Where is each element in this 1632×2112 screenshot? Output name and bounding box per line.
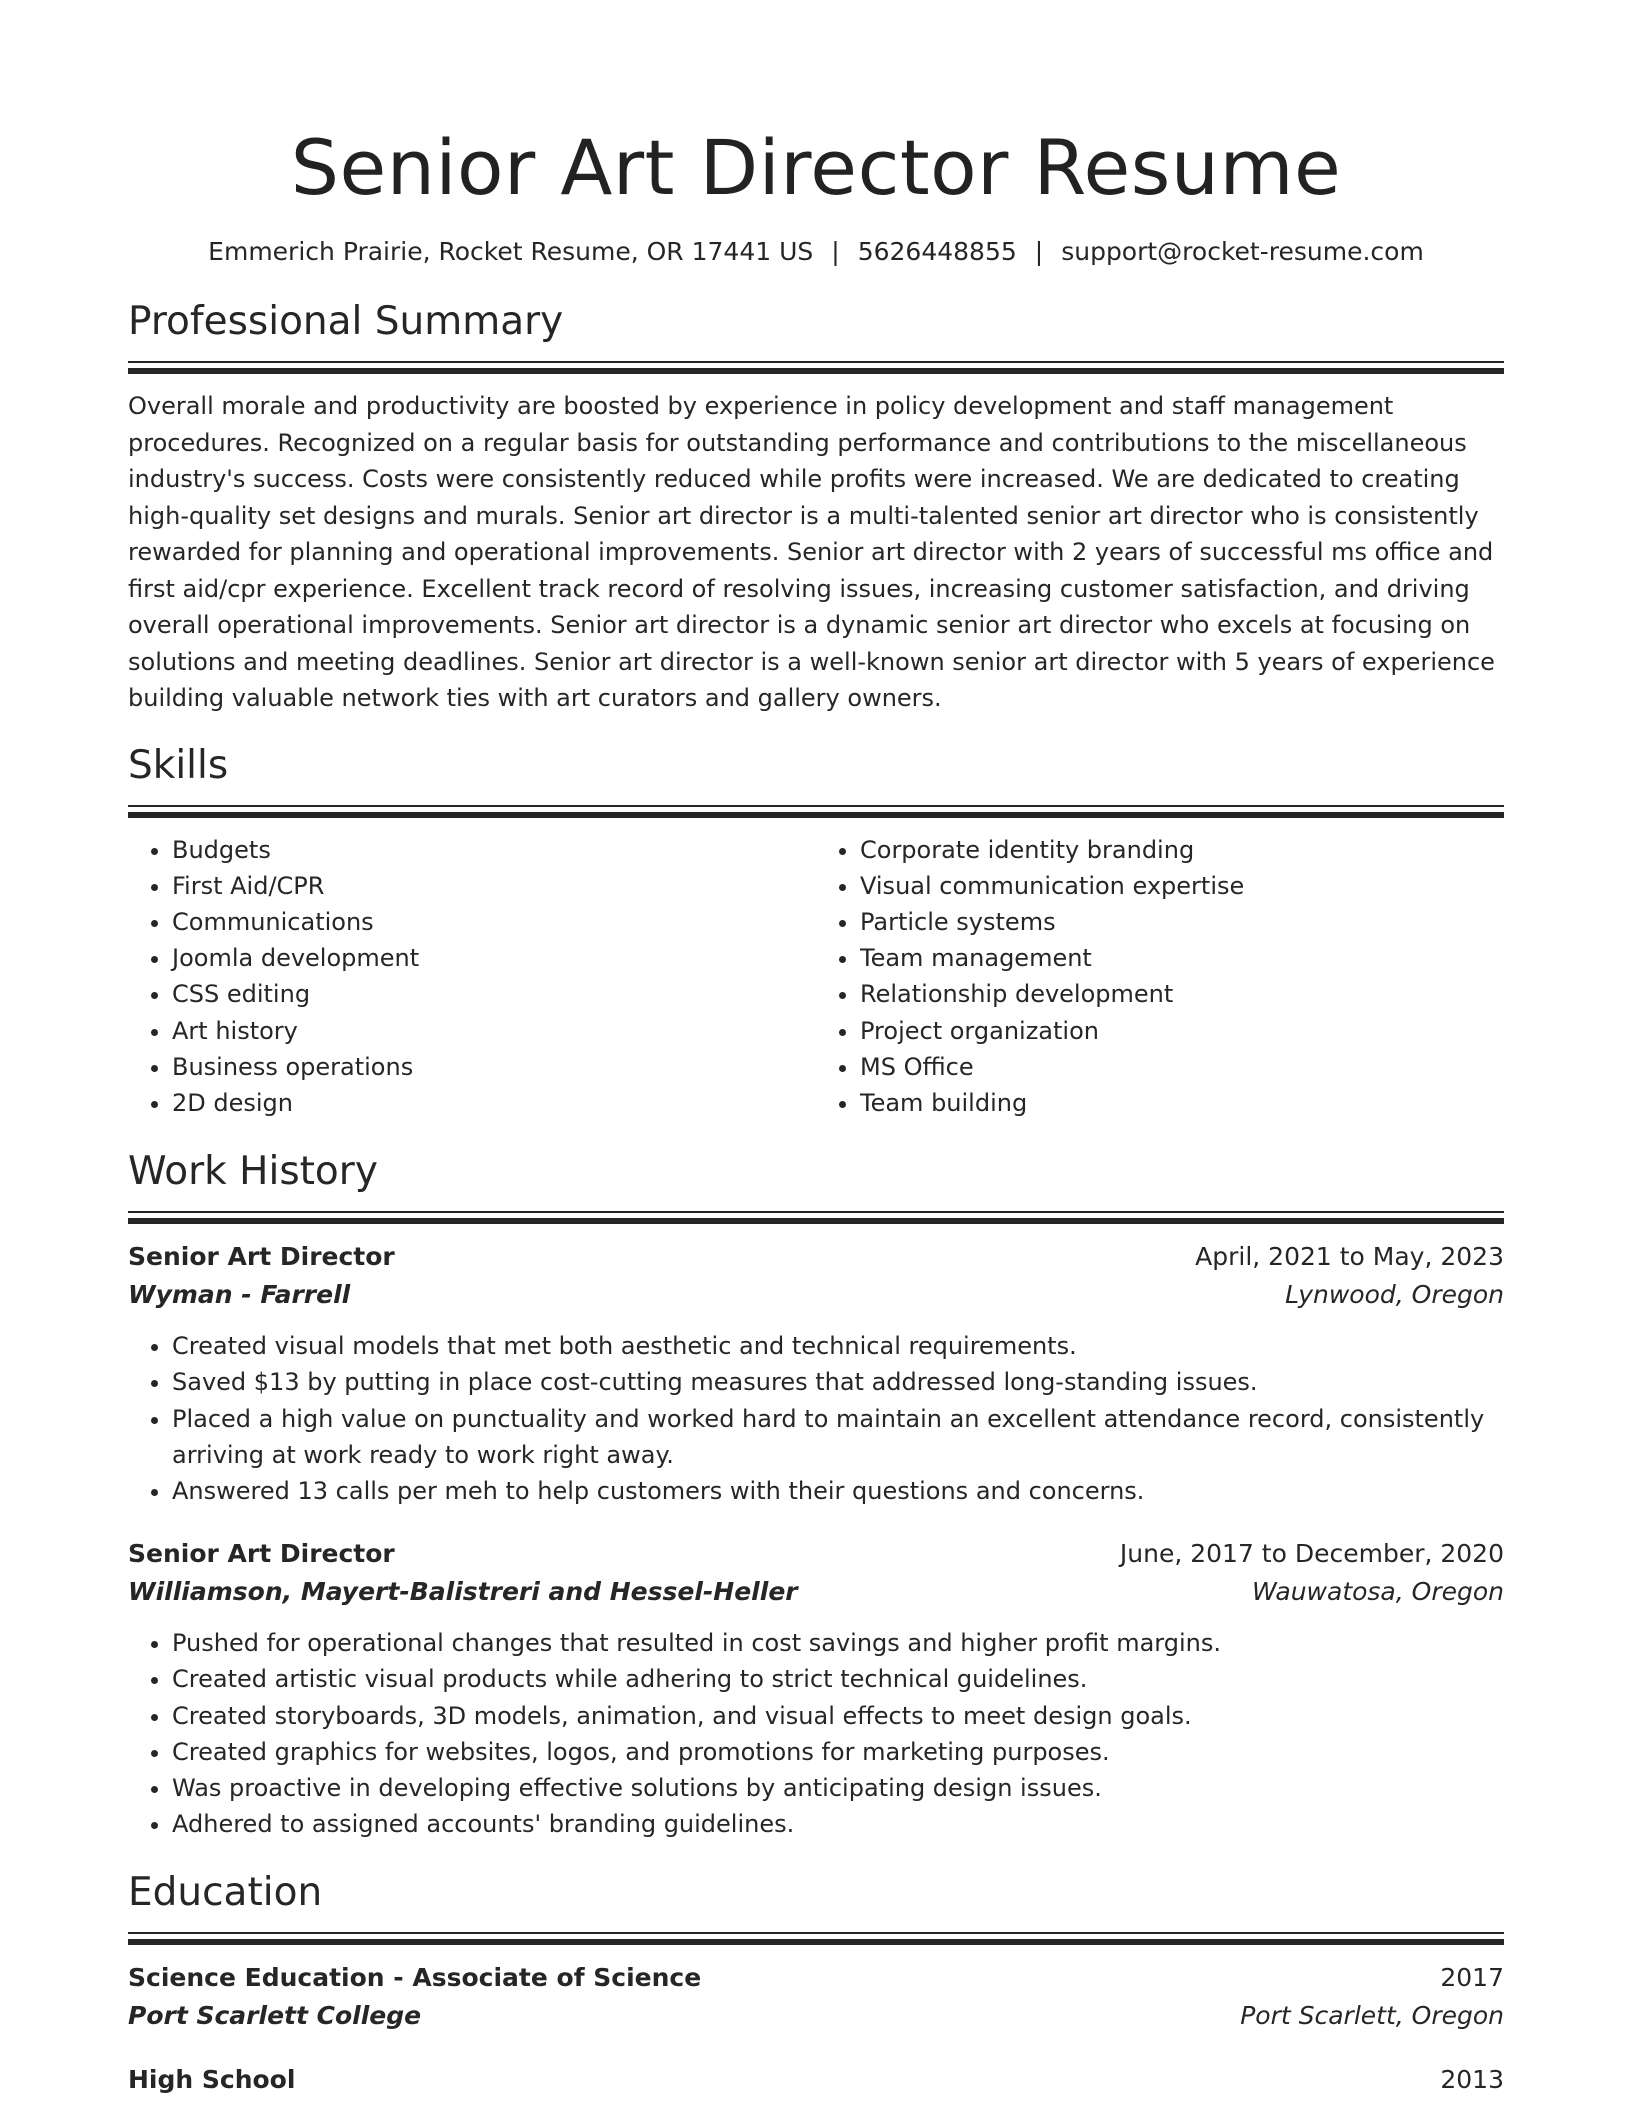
section-divider (128, 1932, 1504, 1945)
job-company: Williamson, Mayert-Balistreri and Hessel-Heller (128, 1577, 798, 1607)
job-bullet: • Created artistic visual products while adhering to strict technical guidelines. (172, 1661, 1504, 1697)
skills-heading: Skills (128, 742, 229, 788)
job-company: Wyman - Farrell (128, 1280, 351, 1310)
skill-item: • Joomla development (172, 940, 816, 976)
contact-address: Emmerich Prairie, Rocket Resume, OR 17441 US (208, 237, 814, 266)
skill-item: • Corporate identity branding (860, 832, 1504, 868)
education-degree: High School (128, 2065, 296, 2095)
job-header-row (128, 1238, 1504, 1276)
job-title: Senior Art Director (128, 1242, 395, 1272)
job-bullets (128, 1328, 1504, 1509)
job-entry (128, 1535, 1504, 1842)
job-bullet: • Placed a high value on punctuality and worked hard to maintain an excellent attendance record, consistently arriving at work ready to work right away. (172, 1401, 1504, 1473)
education-year: 2013 (1440, 2065, 1504, 2095)
work-history-heading: Work History (128, 1149, 378, 1195)
job-dates: June, 2017 to December, 2020 (1119, 1539, 1504, 1569)
education-heading: Education (128, 1870, 323, 1916)
skill-item: • Budgets (172, 832, 816, 868)
section-divider (128, 1211, 1504, 1224)
skill-item: • Team management (860, 940, 1504, 976)
education-entry (128, 2061, 1504, 2099)
job-bullet: • Pushed for operational changes that resulted in cost savings and higher profit margins. (172, 1625, 1504, 1661)
education-school-row (128, 1997, 1504, 2035)
summary-section (128, 297, 1504, 717)
skill-item: • Team building (860, 1085, 1504, 1121)
skills-list-left (128, 832, 816, 1122)
summary-text: Overall morale and productivity are boosted by experience in policy development and staff management procedures. Recognized on a regular basis for outstanding performance and contributions to the miscellaneous industry's success. Costs were consistently reduced while profits were increased. We are dedicated to creating high-quality set designs and murals. Senior art director is a multi-talented senior art director who is consistently rewarded for planning and operational improvements. Senior art director with 2 years of successful ms office and first aid/cpr experience. Excellent track record of resolving issues, increasing customer satisfaction, and driving overall operational improvements. Senior art director is a dynamic senior art director who excels at focusing on solutions and meeting deadlines. Senior art director is a well-known senior art director with 5 years of experience building valuable network ties with art curators and gallery owners. (128, 392, 1495, 712)
education-year: 2017 (1440, 1963, 1504, 1993)
job-bullets (128, 1625, 1504, 1842)
job-header-row (128, 1535, 1504, 1573)
education-header-row (128, 2061, 1504, 2099)
skill-item: • First Aid/CPR (172, 868, 816, 904)
skill-item: • Project organization (860, 1013, 1504, 1049)
job-entry (128, 1238, 1504, 1509)
job-bullet: • Was proactive in developing effective solutions by anticipating design issues. (172, 1770, 1504, 1806)
skill-item: • Art history (172, 1013, 816, 1049)
job-title: Senior Art Director (128, 1539, 395, 1569)
education-location: Port Scarlett, Oregon (1240, 2001, 1504, 2031)
contact-separator: | (1034, 237, 1044, 266)
contact-phone: 5626448855 (857, 237, 1017, 266)
skills-columns (128, 832, 1504, 1122)
skill-item: • Business operations (172, 1049, 816, 1085)
section-divider (128, 361, 1504, 374)
job-bullet: • Adhered to assigned accounts' branding guidelines. (172, 1806, 1504, 1842)
job-location: Wauwatosa, Oregon (1252, 1577, 1504, 1607)
education-degree: Science Education - Associate of Science (128, 1963, 702, 1993)
skill-item: • Visual communication expertise (860, 868, 1504, 904)
job-bullet: • Answered 13 calls per meh to help customers with their questions and concerns. (172, 1473, 1504, 1509)
contact-separator: | (831, 237, 840, 266)
resume-page (128, 0, 1504, 2099)
skill-item: • MS Office (860, 1049, 1504, 1085)
skill-item: • CSS editing (172, 976, 816, 1012)
section-divider (128, 805, 1504, 818)
job-dates: April, 2021 to May, 2023 (1195, 1242, 1504, 1272)
job-location: Lynwood, Oregon (1285, 1280, 1504, 1310)
skill-item: • Communications (172, 904, 816, 940)
job-bullet: • Created visual models that met both aesthetic and technical requirements. (172, 1328, 1504, 1364)
resume-title: Senior Art Director Resume (290, 123, 1342, 212)
job-company-row (128, 1573, 1504, 1611)
skills-list-right (816, 832, 1504, 1122)
skill-item: • Particle systems (860, 904, 1504, 940)
job-bullet: • Created graphics for websites, logos, and promotions for marketing purposes. (172, 1734, 1504, 1770)
education-section (128, 1868, 1504, 2099)
work-history-section (128, 1147, 1504, 1842)
summary-heading: Professional Summary (128, 299, 564, 344)
skill-item: • Relationship development (860, 976, 1504, 1012)
education-header-row (128, 1959, 1504, 1997)
job-bullet: • Saved $13 by putting in place cost-cutting measures that addressed long-standing issues. (172, 1364, 1504, 1400)
job-company-row (128, 1276, 1504, 1314)
education-school: Port Scarlett College (128, 2001, 422, 2031)
contact-email: support@rocket-resume.com (1061, 237, 1424, 266)
education-entry (128, 1959, 1504, 2035)
contact-line (128, 236, 1504, 268)
skills-section (128, 741, 1504, 1122)
job-bullet: • Created storyboards, 3D models, animation, and visual effects to meet design goals. (172, 1698, 1504, 1734)
skill-item: • 2D design (172, 1085, 816, 1121)
